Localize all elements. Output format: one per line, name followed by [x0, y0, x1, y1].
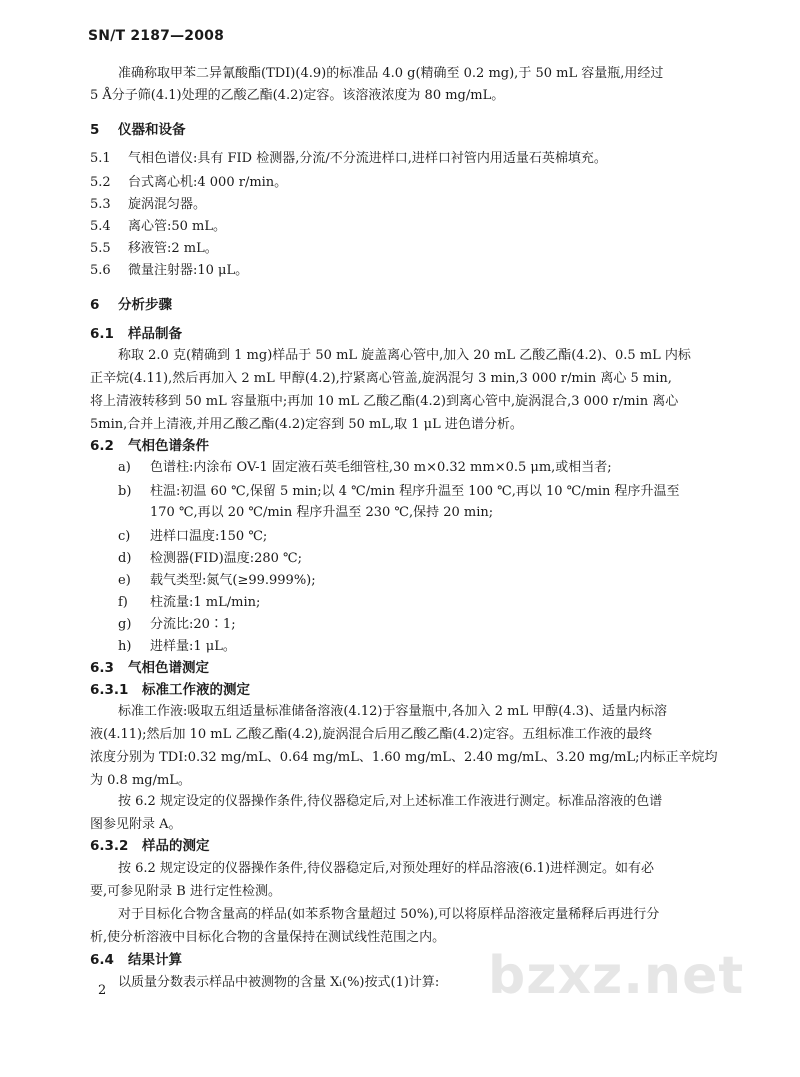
item-text: 台式离心机:4 000 r/min。	[128, 175, 288, 190]
paragraph-line: 标准工作液:吸取五组适量标准储备溶液(4.12)于容量瓶中,各加入 2 mL 甲醇(4.3)、适量内标溶	[118, 704, 668, 719]
subsection-6-2-heading	[90, 438, 209, 454]
item-label: c)	[118, 529, 131, 544]
section-number: 6	[90, 297, 100, 313]
paragraph-line: 5min,合并上清液,并用乙酸乙酯(4.2)定容到 50 mL,取 1 μL 进色谱分析。	[90, 417, 523, 432]
subsection-title: 样品制备	[128, 326, 182, 342]
section-title: 分析步骤	[118, 297, 172, 313]
subsection-6-3-1-heading	[90, 682, 250, 698]
subsection-number: 6.2	[90, 438, 114, 454]
paragraph-line: 浓度分别为 TDI:0.32 mg/mL、0.64 mg/mL、1.60 mg/mL、2.40 mg/mL、3.20 mg/mL;内标正辛烷均	[90, 750, 718, 765]
item-text: 微量注射器:10 μL。	[128, 263, 249, 278]
item-label: g)	[118, 617, 132, 632]
condition-item	[118, 551, 302, 567]
subsection-6-3-2-heading	[90, 838, 210, 854]
list-item	[90, 219, 226, 235]
subsection-title: 样品的测定	[142, 838, 210, 854]
list-item	[90, 197, 206, 213]
list-item	[90, 241, 218, 257]
list-item	[90, 151, 607, 167]
item-number: 5.3	[90, 197, 111, 212]
item-number: 5.2	[90, 175, 111, 190]
item-label: f)	[118, 595, 128, 610]
intro-line-1: 准确称取甲苯二异氰酸酯(TDI)(4.9)的标准品 4.0 g(精确至 0.2 mg),于 50 mL 容量瓶,用经过	[118, 66, 664, 81]
item-text-continued: 170 ℃,再以 20 ℃/min 程序升温至 230 ℃,保持 20 min;	[150, 505, 494, 520]
list-item	[90, 175, 287, 191]
section-title: 仪器和设备	[118, 122, 186, 138]
condition-item	[118, 595, 260, 611]
paragraph-line: 析,使分析溶液中目标化合物的含量保持在测试线性范围之内。	[90, 930, 446, 945]
subsection-6-1-heading	[90, 326, 182, 342]
paragraph-line: 为 0.8 mg/mL。	[90, 773, 191, 788]
subsection-title: 气相色谱条件	[128, 438, 209, 454]
paragraph-line: 按 6.2 规定设定的仪器操作条件,待仪器稳定后,对上述标准工作液进行测定。标准品溶液的色谱	[118, 794, 663, 809]
subsection-title: 气相色谱测定	[128, 660, 209, 676]
item-text: 柱流量:1 mL/min;	[150, 595, 261, 610]
paragraph-line: 液(4.11);然后加 10 mL 乙酸乙酯(4.2),旋涡混合后用乙酸乙酯(4.2)定容。五组标准工作液的最终	[90, 727, 653, 742]
paragraph-line: 称取 2.0 克(精确到 1 mg)样品于 50 mL 旋盖离心管中,加入 20 mL 乙酸乙酯(4.2)、0.5 mL 内标	[118, 348, 691, 363]
watermark: bzxz.net	[488, 946, 745, 1006]
subsection-number: 6.4	[90, 952, 114, 968]
section-number: 5	[90, 122, 100, 138]
section-6-heading	[90, 297, 172, 313]
item-text: 进样口温度:150 ℃;	[150, 529, 268, 544]
item-text: 离心管:50 mL。	[128, 219, 227, 234]
item-label: d)	[118, 551, 132, 566]
item-label: b)	[118, 484, 132, 499]
page-number: 2	[98, 983, 107, 998]
item-label: a)	[118, 460, 131, 475]
subsection-number: 6.3	[90, 660, 114, 676]
subsection-6-3-heading	[90, 660, 209, 676]
item-number: 5.5	[90, 241, 111, 256]
subsection-number: 6.3.2	[90, 838, 129, 854]
item-text: 柱温:初温 60 ℃,保留 5 min;以 4 ℃/min 程序升温至 100 ℃,再以 10 ℃/min 程序升温至	[150, 484, 680, 499]
condition-item	[118, 617, 236, 633]
condition-item	[118, 484, 680, 500]
condition-item	[118, 529, 267, 545]
list-item	[90, 263, 248, 279]
item-number: 5.6	[90, 263, 111, 278]
item-label: h)	[118, 639, 132, 654]
item-text: 进样量:1 μL。	[150, 639, 236, 654]
item-text: 检测器(FID)温度:280 ℃;	[150, 551, 302, 566]
condition-item	[118, 639, 236, 655]
paragraph-line: 将上清液转移到 50 mL 容量瓶中;再加 10 mL 乙酸乙酯(4.2)到离心管中,旋涡混合,3 000 r/min 离心	[90, 394, 679, 409]
paragraph-line: 按 6.2 规定设定的仪器操作条件,待仪器稳定后,对预处理好的样品溶液(6.1)进样测定。如有必	[118, 861, 655, 876]
paragraph-line: 对于目标化合物含量高的样品(如苯系物含量超过 50%),可以将原样品溶液定量稀释后再进行分	[118, 907, 660, 922]
condition-item	[118, 460, 612, 476]
item-text: 气相色谱仪:具有 FID 检测器,分流/不分流进样口,进样口衬管内用适量石英棉填充。	[128, 151, 607, 166]
item-text: 色谱柱:内涂布 OV-1 固定液石英毛细管柱,30 m×0.32 mm×0.5 μm,或相当者;	[150, 460, 612, 475]
standard-code-header: SN/T 2187—2008	[88, 28, 225, 44]
item-label: e)	[118, 573, 131, 588]
paragraph-line: 要,可参见附录 B 进行定性检测。	[90, 884, 281, 899]
item-text: 载气类型:氮气(≥99.999%);	[150, 573, 316, 588]
intro-line-2: 5 Å分子筛(4.1)处理的乙酸乙酯(4.2)定容。该溶液浓度为 80 mg/mL。	[90, 88, 505, 103]
item-number: 5.4	[90, 219, 111, 234]
section-5-heading	[90, 122, 186, 138]
subsection-6-4-heading	[90, 952, 182, 968]
condition-item	[118, 573, 316, 589]
item-text: 旋涡混匀器。	[128, 197, 207, 212]
item-text: 分流比:20∶1;	[150, 617, 236, 632]
paragraph-line: 以质量分数表示样品中被测物的含量 Xᵢ(%)按式(1)计算:	[118, 975, 440, 990]
subsection-number: 6.1	[90, 326, 114, 342]
item-number: 5.1	[90, 151, 111, 166]
item-text: 移液管:2 mL。	[128, 241, 218, 256]
subsection-title: 结果计算	[128, 952, 182, 968]
paragraph-line: 正辛烷(4.11),然后再加入 2 mL 甲醇(4.2),拧紧离心管盖,旋涡混匀 3 min,3 000 r/min 离心 5 min,	[90, 371, 672, 386]
paragraph-line: 图参见附录 A。	[90, 817, 182, 832]
subsection-title: 标准工作液的测定	[142, 682, 250, 698]
subsection-number: 6.3.1	[90, 682, 129, 698]
